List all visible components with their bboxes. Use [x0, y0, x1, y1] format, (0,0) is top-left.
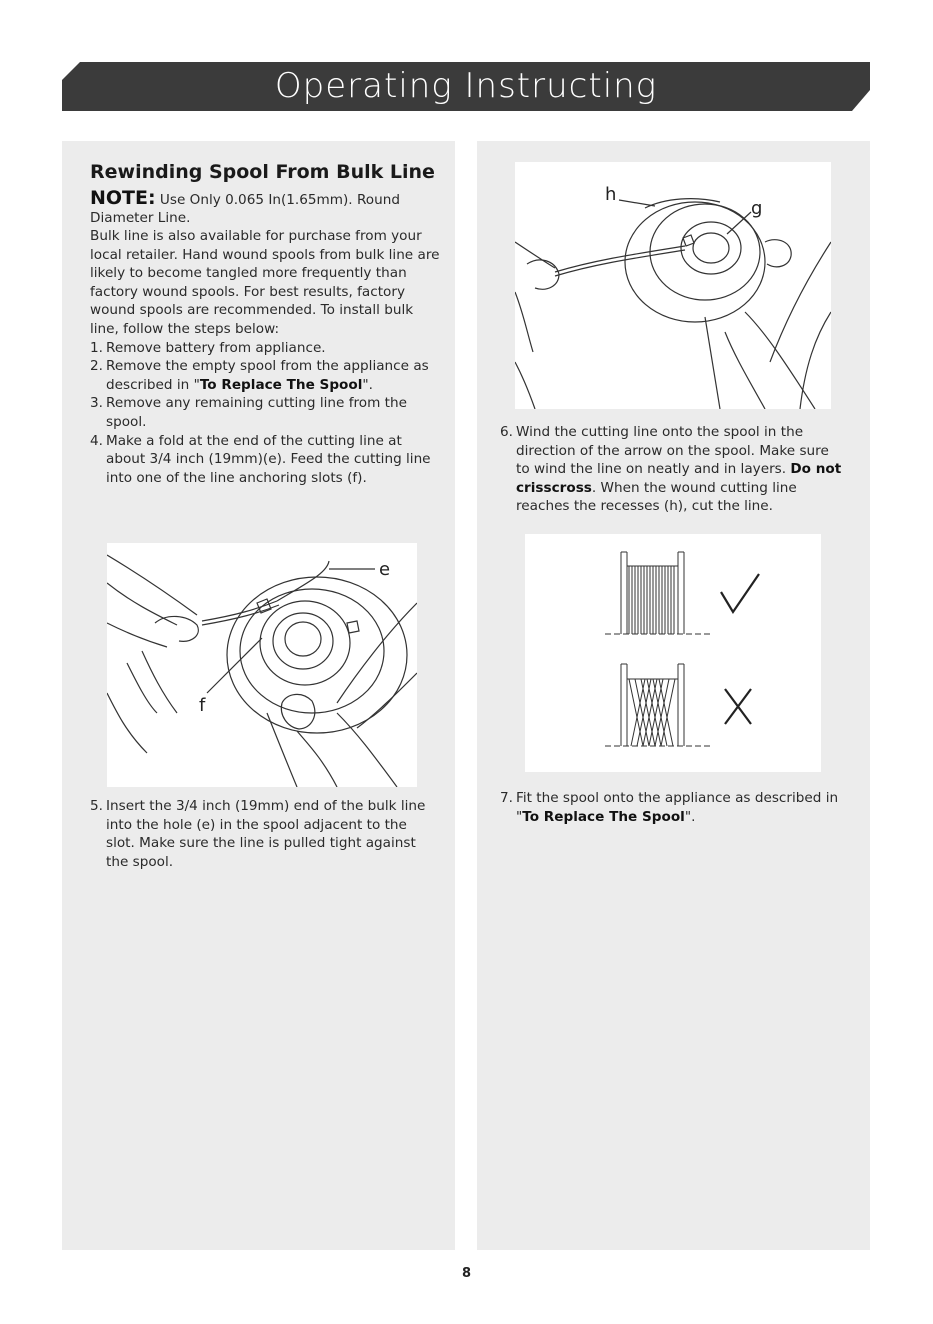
spool-slot-illustration	[107, 543, 417, 787]
right-panel	[477, 141, 870, 1250]
instruction-text-4	[500, 789, 845, 826]
winding-comparison-icon	[525, 534, 821, 772]
label-f: f	[199, 695, 206, 716]
page-number: 8	[461, 1266, 472, 1281]
left-panel	[62, 141, 455, 1250]
steps-list-3	[500, 423, 845, 516]
step-1: 1. Remove battery from appliance.	[90, 339, 326, 356]
hand-winding-icon	[515, 162, 831, 409]
winding-comparison-illustration	[525, 534, 821, 772]
step-5: 5. Insert the 3/4 inch (19mm) end of the bulk line into the hole (e) in the spool adjacent to the slot. Make sure the line is pulled tight against the spool.	[90, 798, 426, 870]
check-icon	[721, 574, 759, 612]
cross-icon	[725, 689, 751, 724]
section-heading: Rewinding Spool From Bulk Line	[90, 161, 435, 183]
steps-list-2	[90, 797, 440, 871]
label-g: g	[751, 198, 763, 219]
label-e: e	[379, 559, 391, 580]
note-paragraph	[90, 189, 440, 227]
steps-list-1	[90, 339, 440, 488]
header-banner	[62, 62, 870, 111]
instruction-text-2	[90, 797, 440, 871]
note-label: NOTE:	[90, 187, 156, 209]
step-4: 4. Make a fold at the end of the cutting line at about 3/4 inch (19mm)(e). Feed the cutting line into one of the line anchoring slots (f).	[90, 432, 431, 486]
crisscross-winding	[627, 679, 678, 746]
step-3: 3. Remove any remaining cutting line from the spool.	[90, 395, 407, 430]
neat-winding	[627, 566, 678, 634]
label-h: h	[605, 184, 617, 205]
note-text: Use Only 0.065 In(1.65mm). Round Diameter Line.	[90, 192, 400, 226]
step-7: 7. Fit the spool onto the appliance as described in "To Replace The Spool".	[500, 790, 839, 825]
page-title: Operating Instructing	[274, 66, 658, 106]
instruction-text-3	[500, 423, 845, 516]
steps-list-4	[500, 789, 845, 826]
step-2: 2. Remove the empty spool from the appliance as described in "To Replace The Spool".	[90, 358, 429, 393]
intro-paragraph: Bulk line is also available for purchase from your local retailer. Hand wound spools from bulk line are likely to become tangled more frequently than factory wound spools. For best results, factory wound spools are recommended. To install bulk line, follow the steps below:	[90, 228, 440, 337]
spool-winding-illustration	[515, 162, 831, 409]
step-6: 6. Wind the cutting line onto the spool in the direction of the arrow on the spool. Make sure to wind the line on neatly and in layers. Do not crisscross. When the wound cutting line reaches the recesses (h), cut the line.	[500, 424, 842, 515]
hand-spool-icon	[107, 543, 417, 787]
instruction-text	[90, 189, 440, 487]
